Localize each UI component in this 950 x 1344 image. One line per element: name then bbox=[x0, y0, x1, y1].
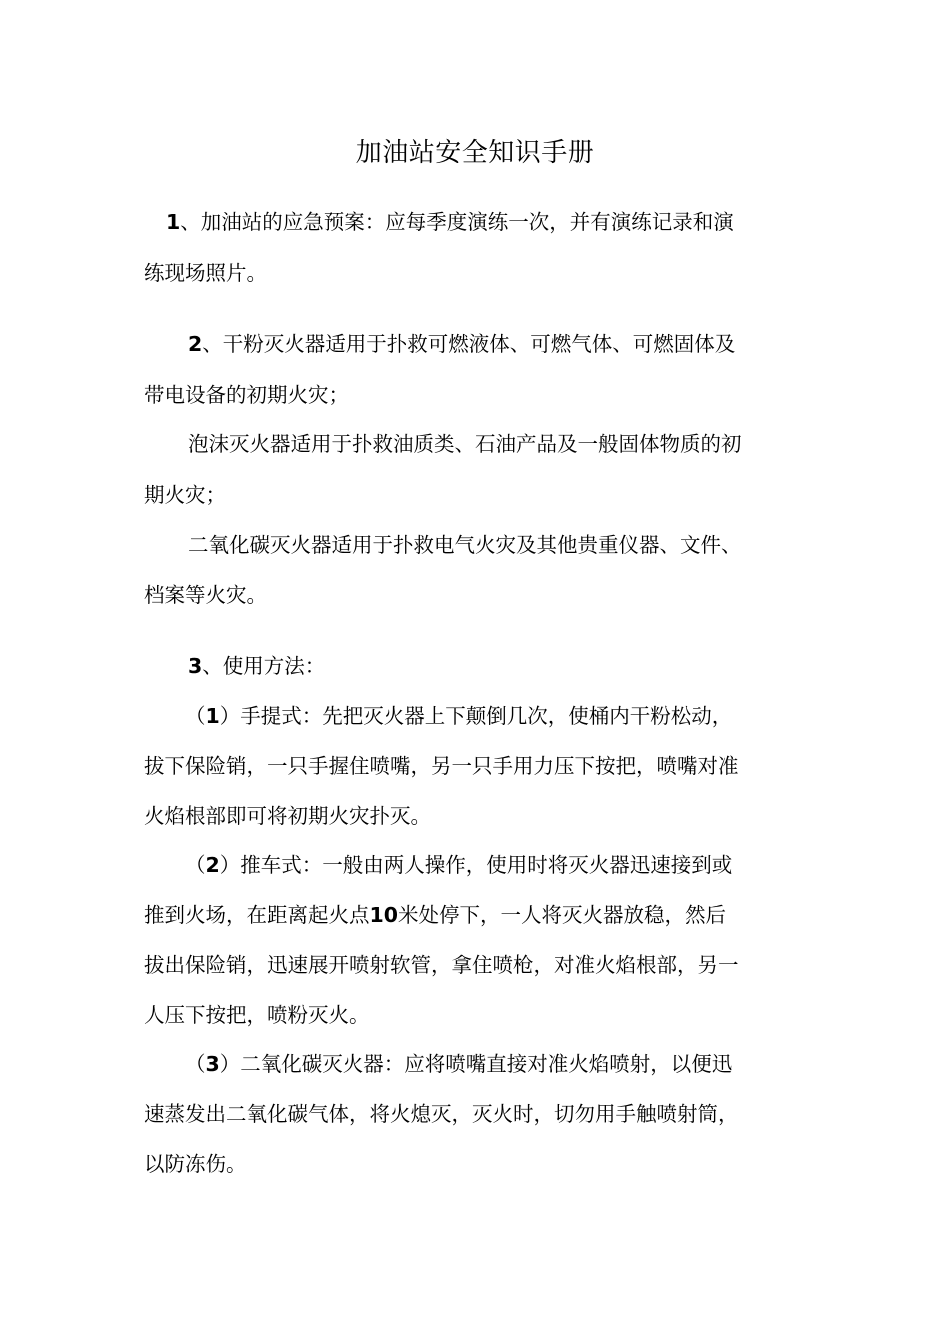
item-text: ）手提式：先把灭火器上下颠倒几次，使桶内干粉松动， bbox=[219, 704, 733, 728]
section-2-line-1 bbox=[188, 329, 735, 359]
foam-extinguisher-line-2: 期火灾； bbox=[144, 483, 226, 507]
section-text: 、使用方法： bbox=[202, 654, 326, 678]
section-1-line-1 bbox=[166, 207, 734, 237]
distance-number: 10 bbox=[369, 903, 399, 927]
item-text: ）二氧化碳灭火器：应将喷嘴直接对准火焰喷射，以便迅 bbox=[219, 1052, 733, 1076]
item-1-line-2: 拔下保险销，一只手握住喷嘴，另一只手用力压下按把，喷嘴对准 bbox=[144, 754, 739, 778]
section-3-heading bbox=[188, 651, 325, 681]
item-number: 3 bbox=[205, 1052, 220, 1076]
section-text: 、干粉灭火器适用于扑救可燃液体、可燃气体、可燃固体及 bbox=[202, 332, 736, 356]
item-2-line-1 bbox=[185, 850, 732, 880]
section-number: 2 bbox=[188, 332, 203, 356]
item-2-line-4: 人压下按把，喷粉灭火。 bbox=[144, 1003, 370, 1027]
co2-extinguisher-line-2: 档案等火灾。 bbox=[144, 583, 267, 607]
item-open-paren: （ bbox=[185, 1052, 206, 1076]
item-text: ）推车式：一般由两人操作，使用时将灭火器迅速接到或 bbox=[219, 853, 733, 877]
foam-extinguisher-line-1: 泡沫灭火器适用于扑救油质类、石油产品及一般固体物质的初 bbox=[188, 432, 742, 456]
item-1-line-3: 火焰根部即可将初期火灾扑灭。 bbox=[144, 804, 431, 828]
document-title: 加油站安全知识手册 bbox=[355, 138, 595, 168]
item-number: 1 bbox=[205, 704, 220, 728]
item-open-paren: （ bbox=[185, 853, 206, 877]
co2-extinguisher-line-1: 二氧化碳灭火器适用于扑救电气火灾及其他贵重仪器、文件、 bbox=[188, 533, 742, 557]
item-text: 米处停下，一人将灭火器放稳，然后 bbox=[398, 903, 727, 927]
section-text: 、加油站的应急预案：应每季度演练一次，并有演练记录和演 bbox=[180, 210, 734, 234]
item-2-line-3: 拔出保险销，迅速展开喷射软管，拿住喷枪，对准火焰根部，另一 bbox=[144, 953, 739, 977]
item-open-paren: （ bbox=[185, 704, 206, 728]
section-number: 1 bbox=[166, 210, 181, 234]
item-2-line-2 bbox=[144, 900, 726, 930]
section-number: 3 bbox=[188, 654, 203, 678]
item-3-line-2: 速蒸发出二氧化碳气体，将火熄灭，灭火时，切勿用手触喷射筒， bbox=[144, 1102, 739, 1126]
item-3-line-3: 以防冻伤。 bbox=[144, 1152, 247, 1176]
item-3-line-1 bbox=[185, 1049, 732, 1079]
section-2-line-2: 带电设备的初期火灾； bbox=[144, 383, 349, 407]
section-1-line-2: 练现场照片。 bbox=[144, 261, 267, 285]
item-number: 2 bbox=[205, 853, 220, 877]
item-1-line-1 bbox=[185, 701, 732, 731]
item-text: 推到火场，在距离起火点 bbox=[144, 903, 370, 927]
